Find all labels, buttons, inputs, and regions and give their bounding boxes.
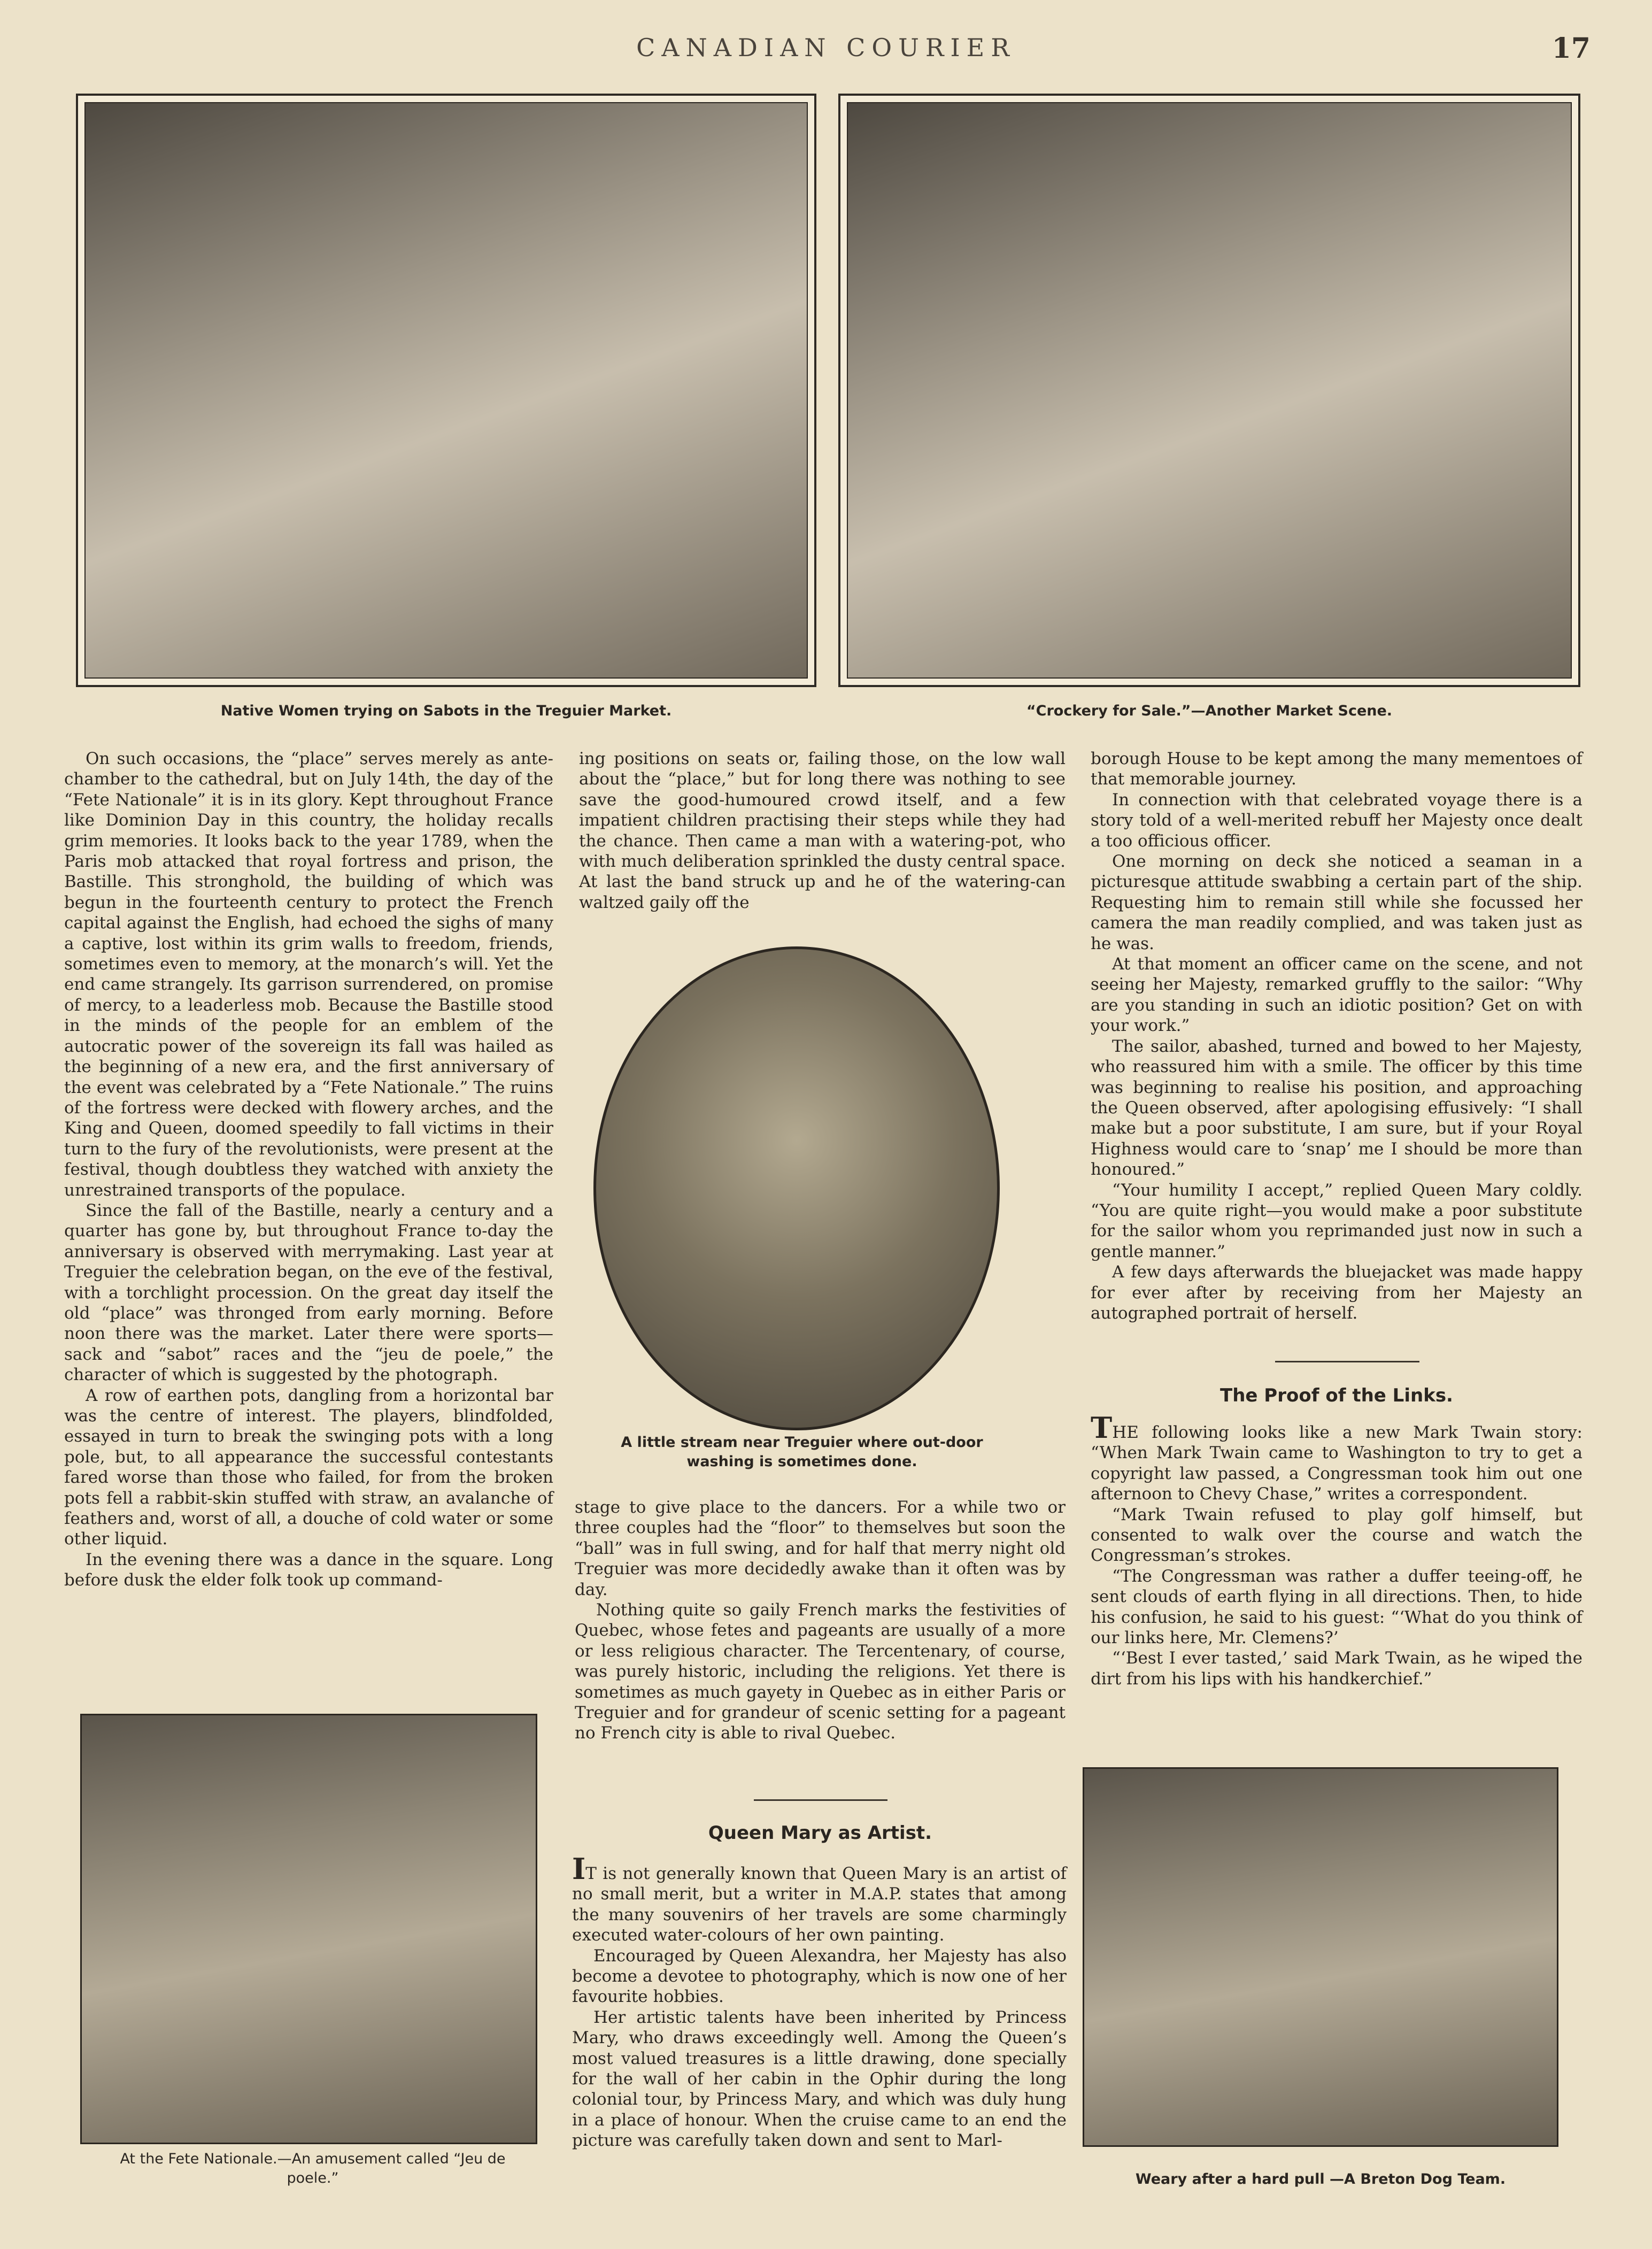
col3-paragraph: The sailor, abashed, turned and bowed to her Majesty, who reassured him with a smile. The officer by this time was beginning to realise his position, and approaching the Queen observed, after apologising effusively: “I shall make but a poor substitute, I am sure, but if your Royal Highness would care to ‘snap’ me I should be more than honoured.”: [1091, 1036, 1582, 1180]
col1-paragraph: Since the fall of the Bastille, nearly a century and a quarter has gone by, but throughout France to-day the anniversary is observed with merrymaking. Last year at Treguier the celebration began, on the eve of the festival, with a torchlight procession. On the great day itself the old “place” was thronged from early morning. Before noon there was the market. Later there were sports—sack and “sabot” races and the “jeu de poele,” the character of which is suggested by the photograph.: [64, 1200, 553, 1385]
col1-paragraph: In the evening there was a dance in the square. Long before dusk the elder folk took up command-: [64, 1550, 553, 1590]
masthead: CANADIAN COURIER: [636, 33, 1016, 62]
page-number: 17: [1551, 32, 1591, 65]
column-2-top: [579, 749, 1066, 913]
links-paragraph: THE following looks like a new Mark Twain story: “When Mark Twain came to Washington to try to get a copyright law passed, a Congressman took him out one afternoon to Chevy Chase,” writes a correspondent.: [1091, 1411, 1582, 1504]
photo-sabots-image: [84, 102, 808, 679]
photo-crockery-image: [847, 102, 1572, 679]
col2-paragraph: Nothing quite so gaily French marks the festivities of Quebec, whose fetes and pageants are usually of a more or less religious character. The Tercentenary, of course, was purely historic, including the religions. Yet there is sometimes as much gayety in Quebec as in either Paris or Treguier and for grandeur of scenic setting for a pageant no French city is able to rival Quebec.: [575, 1600, 1066, 1743]
links-paragraph: “‘Best I ever tasted,’ said Mark Twain, as he wiped the dirt from his lips with his handkerchief.”: [1091, 1649, 1582, 1689]
queen-mary-paragraph: Her artistic talents have been inherited by Princess Mary, who draws exceedingly well. Among the Queen’s most valued treasures is a little drawing, done specially for the wall of her cabin in the Ophir during the long colonial tour, by Princess Mary, and which was duly hung in a place of honour. When the cruise came to an end the picture was carefully taken down and sent to Marl-: [572, 2007, 1067, 2151]
queen-mary-paragraph: Encouraged by Queen Alexandra, her Majesty has also become a devotee to photography, which is now one of her favourite hobbies.: [572, 1946, 1067, 2007]
queen-mary-paragraph: IT is not generally known that Queen Mary is an artist of no small merit, but a writer in M.A.P. states that among the many souvenirs of her travels are some charmingly executed water-colours of her own painting.: [572, 1852, 1067, 1945]
photo-stream-washing: [593, 946, 1000, 1430]
section-divider: [754, 1799, 887, 1801]
col1-paragraph: On such occasions, the “place” serves merely as ante-chamber to the cathedral, but on July 14th, the day of the “Fete Nationale” it is in its glory. Kept throughout France like Dominion Day in this country, the holiday recalls grim memories. It looks back to the year 1789, when the Paris mob attacked that royal fortress and prison, the Bastille. This stronghold, the building of which was begun in the fourteenth century to protect the French capital against the English, had echoed the sighs of many a captive, lost within its grim walls to freedom, friends, sometimes even to memory, at the monarch’s will. Yet the end came strangely. Its garrison surrendered, on promise of mercy, to a leaderless mob. Because the Bastille stood in the minds of the people for an emblem of the autocratic power of the sovereign its fall was hailed as the beginning of a new era, and the first anniversary of the event was celebrated by a “Fete Nationale.” The ruins of the fortress were decked with flowery arches, and the King and Queen, doomed speedily to fall victims in their turn to the fury of the revolutionists, were present at the festival, though doubtless they watched with anxiety the unrestrained transports of the populace.: [64, 749, 553, 1200]
photo-jeu-de-poele: [80, 1714, 537, 2144]
links-paragraph: “Mark Twain refused to play golf himself, but consented to walk over the course and watch the Congressman’s strokes.: [1091, 1505, 1582, 1566]
col3-paragraph: A few days afterwards the bluejacket was made happy for ever after by receiving from her Majesty an autographed portrait of herself.: [1091, 1262, 1582, 1323]
col3-paragraph: “Your humility I accept,” replied Queen Mary coldly. “You are quite right—you would make a poor substitute for the sailor whom you reprimanded just now in such a gentle manner.”: [1091, 1180, 1582, 1261]
caption-sabots-market: Native Women trying on Sabots in the Treguier Market.: [220, 703, 672, 719]
col3-paragraph: borough House to be kept among the many mementoes of that memorable journey.: [1091, 749, 1582, 789]
heading-proof-of-links: The Proof of the Links.: [1220, 1385, 1453, 1406]
photo-crockery-market: [838, 94, 1580, 687]
col2-paragraph: ing positions on seats or, failing those, on the low wall about the “place,” but for long there was nothing to see save the good-humoured crowd itself, and a few impatient children practising their steps while they had the chance. Then came a man with a watering-pot, who with much deliberation sprinkled the dusty central space. At last the band struck up and he of the watering-can waltzed gaily off the: [579, 749, 1066, 912]
col3-paragraph: In connection with that celebrated voyage there is a story told of a well-merited rebuff her Majesty once dealt a too officious officer.: [1091, 790, 1582, 851]
col3-paragraph: One morning on deck she noticed a seaman in a picturesque attitude swabbing a certain part of the ship. Requesting him to remain still while she focussed her camera the man readily complied, and was taken just as he was.: [1091, 852, 1582, 953]
col1-paragraph: A row of earthen pots, dangling from a horizontal bar was the centre of interest. The players, blindfolded, essayed in turn to break the swinging pots with a long pole, but, to all appearance the successful contestants fared worse than those who failed, for from the broken pots fell a rabbit-skin stuffed with straw, an avalanche of feathers and, worst of all, a douche of cold water or some other liquid.: [64, 1385, 553, 1549]
heading-queen-mary: Queen Mary as Artist.: [708, 1822, 932, 1844]
dropcap-i: I: [572, 1852, 586, 1886]
column-2-middle: [575, 1497, 1066, 1744]
caption-jeu-de-poele: At the Fete Nationale.—An amusement called “Jeu de poele.”: [120, 2151, 506, 2186]
photo-sabots-market: [76, 94, 816, 687]
column-2-queen-mary: [572, 1852, 1067, 2151]
photo-breton-dog-team: [1083, 1767, 1558, 2147]
caption-breton-dog-team: Weary after a hard pull —A Breton Dog Team.: [1135, 2171, 1506, 2188]
col3-paragraph: At that moment an officer came on the scene, and not seeing her Majesty, remarked gruffly to the sailor: “Why are you standing in such an idiotic position? Get on with your work.”: [1091, 954, 1582, 1036]
column-3-links: [1091, 1411, 1582, 1689]
caption-crockery-market: “Crockery for Sale.”—Another Market Scene.: [1026, 703, 1393, 719]
caption-stream-washing: A little stream near Treguier where out-door washing is sometimes done.: [621, 1434, 983, 1470]
column-3: [1091, 749, 1582, 1323]
col2-paragraph: stage to give place to the dancers. For a while two or three couples had the “floor” to themselves but soon the “ball” was in full swing, and for half that merry night old Treguier was more decidedly awake than it often was by day.: [575, 1498, 1066, 1599]
column-1: [64, 749, 553, 1591]
dropcap-t: T: [1091, 1411, 1113, 1445]
links-paragraph: “The Congressman was rather a duffer teeing-off, he sent clouds of earth flying in all directions. Then, to hide his confusion, he said to his guest: “‘What do you think of our links here, Mr. Clemens?’: [1091, 1566, 1582, 1648]
section-divider: [1275, 1361, 1419, 1362]
